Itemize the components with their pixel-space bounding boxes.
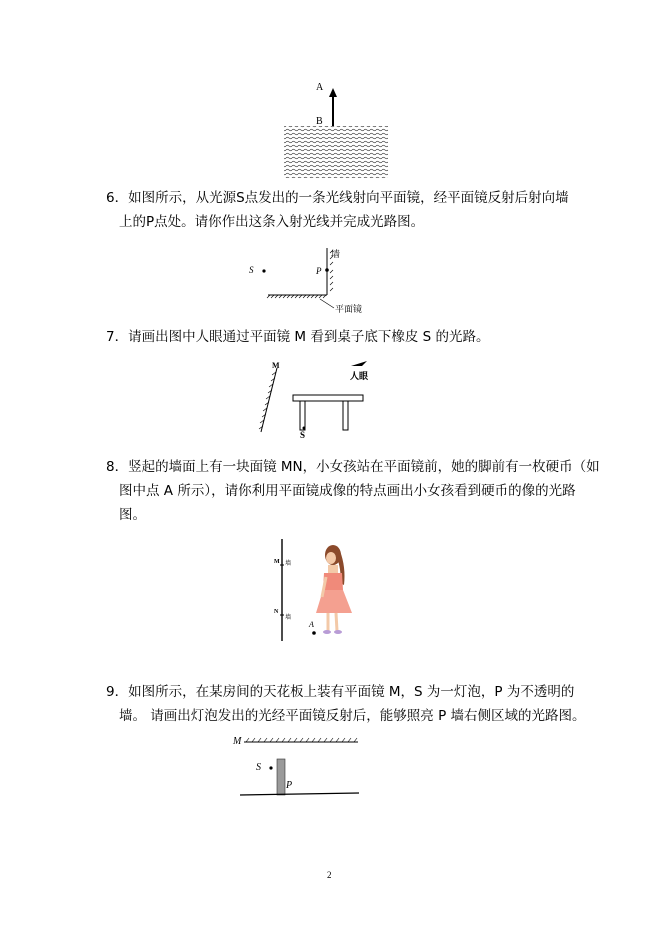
q6-label-s: S	[249, 265, 254, 275]
girl-figure	[316, 545, 352, 634]
mirror-hatch	[267, 250, 333, 298]
q6-line-2: 上的P点处。请你作出这条入射光线并完成光路图。	[119, 214, 425, 230]
q9-label-p: P	[286, 780, 293, 791]
table-top	[293, 395, 363, 401]
table-leg-right	[343, 401, 348, 430]
table-leg-left	[300, 401, 305, 430]
opaque-wall-p	[277, 759, 285, 795]
q8-line-1: 8．竖起的墙面上有一块面镜 MN，小女孩站在平面镜前，她的脚前有一枚硬币（如	[106, 459, 600, 475]
mirror-m	[261, 368, 277, 432]
floor-line	[240, 793, 359, 795]
point-p	[325, 268, 329, 272]
q7-line-1: 7．请画出图中人眼通过平面镜 M 看到桌子底下橡皮 S 的光路。	[106, 329, 490, 345]
q8-diagram	[270, 535, 360, 645]
q7-label-s: S	[300, 430, 306, 440]
bulb-s	[269, 766, 272, 769]
water-region	[284, 126, 388, 178]
q6-label-wall: 墙	[331, 250, 341, 260]
question-9	[106, 680, 586, 728]
q6-label-p: P	[316, 266, 322, 276]
question-6	[106, 186, 569, 234]
question-7	[106, 325, 489, 349]
q9-line-2: 墙。 请画出灯泡发出的光经平面镜反射后，能够照亮 P 墙右侧区域的光路图。	[119, 708, 586, 724]
arrow-head	[329, 88, 337, 97]
label-a: A	[316, 82, 324, 93]
q8-line-3: 图。	[119, 507, 146, 523]
q9-label-s: S	[256, 762, 261, 773]
light-source-s	[262, 269, 265, 272]
figure-q9	[232, 734, 362, 804]
q9-diagram	[232, 734, 362, 804]
q8-label-a: A	[309, 620, 314, 629]
q8-label-m: M	[274, 559, 280, 565]
q7-label-m: M	[272, 361, 280, 370]
q8-line-2: 图中点 A 所示），请你利用平面镜成像的特点画出小女孩看到硬币的像的光路	[119, 483, 576, 499]
figure-arrow-water	[280, 80, 390, 180]
q6-label-mirror: 平面镜	[335, 305, 363, 315]
arrow-water-diagram	[280, 80, 390, 180]
q8-label-wall-top: 墙	[285, 560, 292, 567]
question-8	[106, 455, 600, 527]
q7-label-eye: 人眼	[350, 372, 369, 382]
q6-line-1: 6．如图所示，从光源S点发出的一条光线射向平面镜，经平面镜反射后射向墙	[106, 190, 569, 206]
page-number: 2	[327, 870, 332, 880]
label-b: B	[316, 116, 323, 127]
figure-q8	[270, 535, 360, 645]
mirror-leader	[320, 299, 334, 308]
q9-line-1: 9．如图所示，在某房间的天花板上装有平面镜 M，S 为一灯泡，P 为不透明的	[106, 684, 575, 700]
q9-label-m: M	[233, 736, 242, 747]
coin-a	[312, 631, 316, 635]
q8-label-wall-bottom: 墙	[285, 614, 292, 621]
q8-label-n: N	[274, 609, 279, 615]
ceiling-hatch	[246, 738, 357, 742]
eye-icon	[351, 361, 367, 366]
